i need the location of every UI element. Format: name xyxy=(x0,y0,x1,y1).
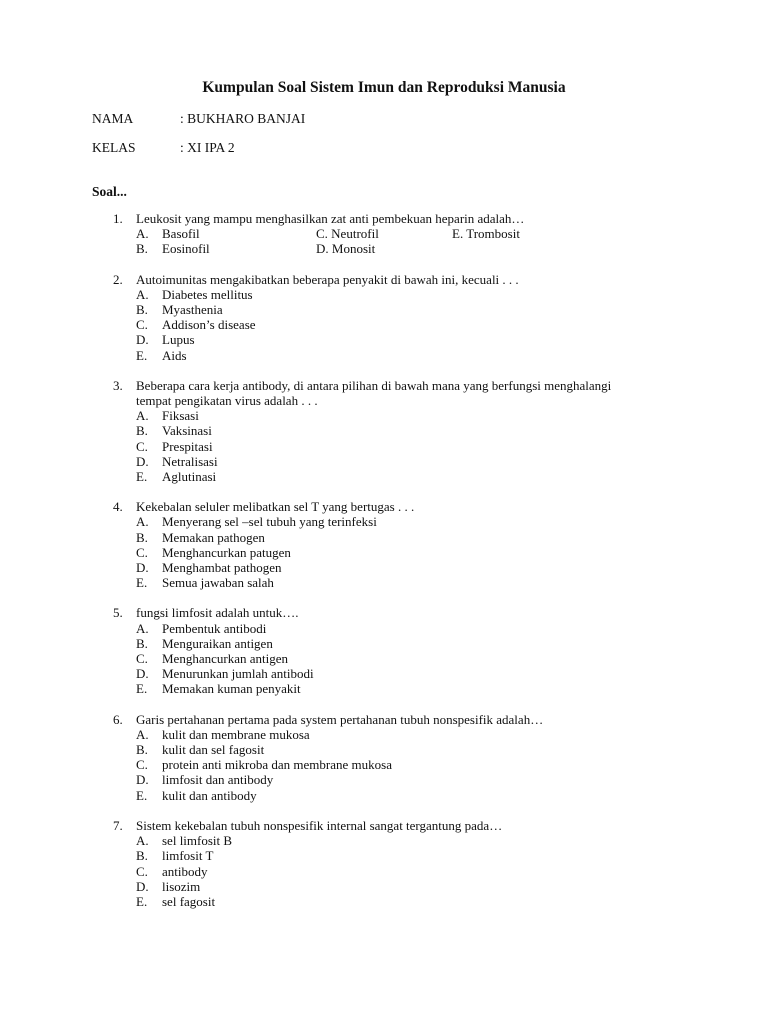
option-letter: E. xyxy=(136,787,148,803)
option-letter: E. xyxy=(136,575,148,591)
option-letter: D. xyxy=(136,332,149,348)
question-list xyxy=(0,211,768,924)
field-value: : XI IPA 2 xyxy=(180,140,235,155)
option-text: kulit dan sel fagosit xyxy=(162,742,265,758)
option-a xyxy=(136,727,768,742)
option-text: Fiksasi xyxy=(162,408,199,424)
option-c xyxy=(136,757,768,772)
option-letter: A. xyxy=(136,286,149,302)
option-text: sel limfosit B xyxy=(162,833,233,849)
option-a xyxy=(136,226,200,241)
option-letter: C. xyxy=(136,438,148,454)
question-2 xyxy=(0,272,768,363)
option-e xyxy=(136,894,768,909)
option-text: Aglutinasi xyxy=(162,469,217,485)
option-letter: C. xyxy=(136,651,148,667)
option-letter: A. xyxy=(136,726,149,742)
question-text: Kekebalan seluler melibatkan sel T yang bertugas . . . xyxy=(136,499,415,515)
option-text: Menguraikan antigen xyxy=(162,635,273,651)
option-list xyxy=(136,514,768,590)
option-text: kulit dan membrane mukosa xyxy=(162,726,310,742)
option-d xyxy=(136,454,768,469)
option-letter: E. xyxy=(136,893,148,909)
option-text: Memakan pathogen xyxy=(162,529,265,545)
option-b xyxy=(136,848,768,863)
option-a xyxy=(136,287,768,302)
option-b xyxy=(136,423,768,438)
option-letter: C. xyxy=(136,863,148,879)
option-letter: C. xyxy=(316,226,328,242)
option-list xyxy=(136,833,768,909)
option-e xyxy=(452,226,520,241)
option-c xyxy=(136,545,768,560)
option-c xyxy=(136,864,768,879)
option-text: Myasthenia xyxy=(162,302,223,317)
option-grid xyxy=(136,226,768,256)
option-text: Lupus xyxy=(162,332,195,348)
question-text: Leukosit yang mampu menghasilkan zat anti pembekuan heparin adalah… xyxy=(136,211,525,226)
option-letter: A. xyxy=(136,226,149,242)
option-d xyxy=(136,772,768,787)
field-nama xyxy=(92,110,305,128)
question-4 xyxy=(0,499,768,590)
option-text: kulit dan antibody xyxy=(162,787,257,803)
option-text: lisozim xyxy=(162,878,201,894)
option-letter: A. xyxy=(136,514,149,530)
option-d xyxy=(136,666,768,681)
option-letter: D. xyxy=(136,878,149,894)
option-letter: B. xyxy=(136,742,148,758)
option-letter: B. xyxy=(136,635,148,651)
option-letter: E. xyxy=(136,681,148,697)
question-3 xyxy=(0,378,768,484)
field-label: NAMA xyxy=(92,111,134,126)
option-list xyxy=(136,287,768,363)
option-text: Neutrofil xyxy=(331,226,379,242)
option-text: Semua jawaban salah xyxy=(162,575,274,591)
option-b xyxy=(136,636,768,651)
question-text: Beberapa cara kerja antibody, di antara pilihan di bawah mana yang berfungsi menghalangi tempat pengikatan virus adalah . . . xyxy=(136,377,612,409)
option-text: Menghancurkan antigen xyxy=(162,651,288,667)
option-text: Pembentuk antibodi xyxy=(162,620,267,636)
option-e xyxy=(136,348,768,363)
question-text: Garis pertahanan pertama pada system pertahanan tubuh nonspesifik adalah… xyxy=(136,711,544,727)
option-text: sel fagosit xyxy=(162,893,216,909)
question-6 xyxy=(0,712,768,803)
question-text: fungsi limfosit adalah untuk…. xyxy=(136,605,299,621)
option-b xyxy=(136,742,768,757)
option-d xyxy=(316,241,375,256)
option-text: Netralisasi xyxy=(162,453,218,469)
option-letter: D. xyxy=(136,772,149,788)
question-7 xyxy=(0,818,768,909)
question-number: 3. xyxy=(113,377,123,393)
option-e xyxy=(136,575,768,590)
option-letter: A. xyxy=(136,620,149,636)
option-text: Menghancurkan patugen xyxy=(162,544,291,560)
option-text: Menyerang sel –sel tubuh yang terinfeksi xyxy=(162,514,377,530)
question-number: 6. xyxy=(113,711,123,727)
option-d xyxy=(136,332,768,347)
option-letter: A. xyxy=(136,833,149,849)
option-c xyxy=(136,651,768,666)
option-text: Eosinofil xyxy=(162,241,210,257)
question-number: 1. xyxy=(113,211,123,226)
option-d xyxy=(136,560,768,575)
option-text: Menghambat pathogen xyxy=(162,560,282,576)
option-text: Monosit xyxy=(331,241,376,257)
option-letter: D. xyxy=(136,560,149,576)
option-text: limfosit dan antibody xyxy=(162,772,274,788)
option-d xyxy=(136,879,768,894)
option-text: antibody xyxy=(162,863,208,879)
question-number: 2. xyxy=(113,271,123,287)
option-letter: E. xyxy=(452,226,464,242)
option-c xyxy=(316,226,379,241)
question-1 xyxy=(0,211,768,257)
option-text: Diabetes mellitus xyxy=(162,286,253,302)
option-letter: C. xyxy=(136,544,148,560)
option-text: Menurunkan jumlah antibodi xyxy=(162,666,314,682)
option-text: Trombosit xyxy=(466,226,520,242)
field-value: : BUKHARO BANJAI xyxy=(180,111,306,126)
option-letter: B. xyxy=(136,423,148,439)
option-e xyxy=(136,788,768,803)
option-a xyxy=(136,514,768,529)
option-list xyxy=(136,727,768,803)
option-e xyxy=(136,469,768,484)
question-number: 4. xyxy=(113,499,123,515)
option-b xyxy=(136,241,210,256)
field-kelas xyxy=(92,139,235,157)
option-text: Memakan kuman penyakit xyxy=(162,681,301,697)
option-a xyxy=(136,621,768,636)
option-text: Aids xyxy=(162,347,187,363)
option-text: Prespitasi xyxy=(162,438,213,454)
question-text: Autoimunitas mengakibatkan beberapa penyakit di bawah ini, kecuali . . . xyxy=(136,271,519,287)
option-list xyxy=(136,408,768,484)
question-text: Sistem kekebalan tubuh nonspesifik internal sangat tergantung pada… xyxy=(136,817,503,833)
option-letter: B. xyxy=(136,848,148,864)
option-list xyxy=(136,621,768,697)
option-letter: D. xyxy=(136,453,149,469)
option-b xyxy=(136,530,768,545)
document-title: Kumpulan Soal Sistem Imun dan Reproduksi Manusia xyxy=(202,79,566,96)
option-c xyxy=(136,439,768,454)
option-letter: B. xyxy=(136,241,148,257)
option-a xyxy=(136,408,768,423)
option-letter: D. xyxy=(136,666,149,682)
option-letter: E. xyxy=(136,469,148,485)
option-letter: B. xyxy=(136,529,148,545)
option-b xyxy=(136,302,768,317)
option-e xyxy=(136,681,768,696)
option-letter: B. xyxy=(136,302,148,317)
option-text: protein anti mikroba dan membrane mukosa xyxy=(162,757,392,773)
option-text: Addison’s disease xyxy=(162,317,256,333)
option-a xyxy=(136,833,768,848)
option-text: Basofil xyxy=(162,226,200,242)
option-text: Vaksinasi xyxy=(162,423,212,439)
field-label: KELAS xyxy=(92,140,136,155)
section-heading: Soal... xyxy=(92,184,127,199)
option-letter: C. xyxy=(136,317,148,333)
question-5 xyxy=(0,605,768,696)
question-number: 7. xyxy=(113,817,123,833)
option-letter: C. xyxy=(136,757,148,773)
question-number: 5. xyxy=(113,605,123,621)
option-letter: A. xyxy=(136,408,149,424)
option-letter: E. xyxy=(136,347,148,363)
option-text: limfosit T xyxy=(162,848,214,864)
option-c xyxy=(136,317,768,332)
option-letter: D. xyxy=(316,241,329,257)
